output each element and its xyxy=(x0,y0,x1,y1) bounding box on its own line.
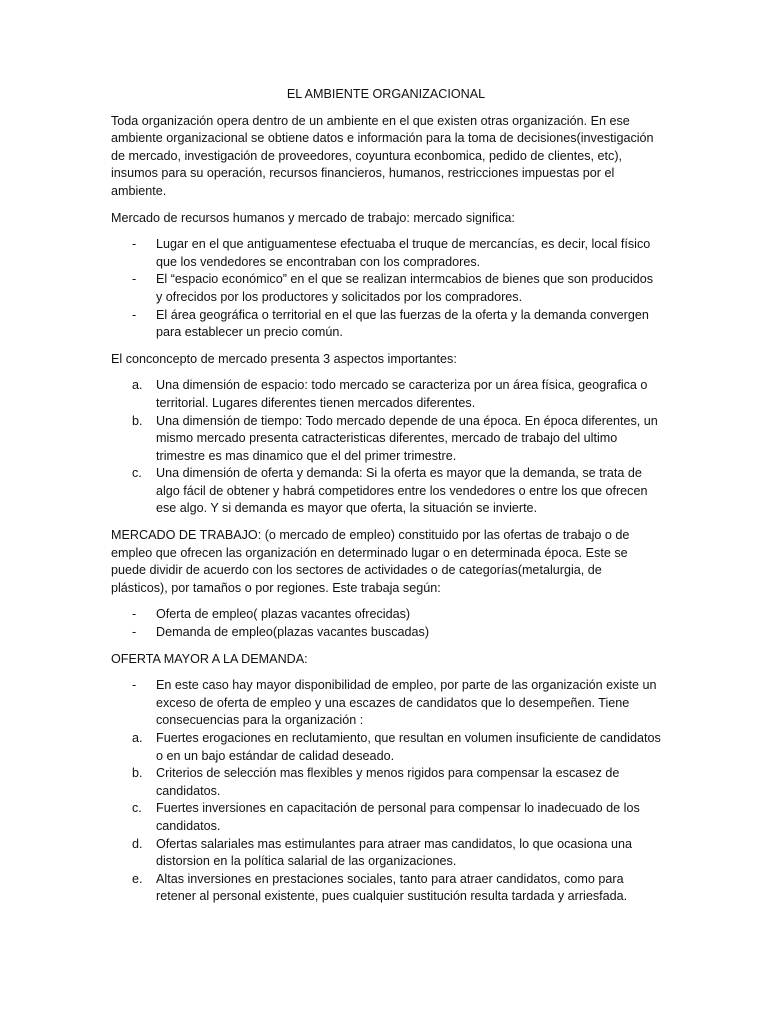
list-marker: c. xyxy=(132,801,142,816)
list-item xyxy=(111,677,661,730)
aspects-list xyxy=(111,377,661,518)
list-item-text: Altas inversiones en prestaciones sociales, tanto para atraer candidatos, como para retener al personal existente, pues cualquier sustitución resulta tardada y arriesfada. xyxy=(156,871,628,904)
list-item-text: Ofertas salariales mas estimulantes para atraer mas candidatos, lo que ocasiona una distorsion en la política salarial de las organizaciones. xyxy=(156,836,633,869)
document-page xyxy=(111,86,661,915)
list-item xyxy=(111,606,661,624)
list-item-text: Fuertes inversiones en capacitación de personal para compensar lo inadecuado de los candidatos. xyxy=(156,801,640,833)
list-item xyxy=(111,413,661,466)
list-item-text: Una dimensión de tiempo: Todo mercado depende de una época. En época diferentes, un mismo mercado presenta catracteristicas diferentes, mercado de trabajo del ultimo trimestre es mas dinamico que el del primer trimestre. xyxy=(156,413,658,463)
list-marker: - xyxy=(132,307,137,322)
list-marker: d. xyxy=(132,836,143,851)
list-item xyxy=(111,307,661,342)
aspects-heading: El conconcepto de mercado presenta 3 aspectos importantes: xyxy=(111,351,457,366)
document-title: EL AMBIENTE ORGANIZACIONAL xyxy=(286,87,486,101)
list-marker: a. xyxy=(132,378,143,393)
list-marker: b. xyxy=(132,413,143,428)
list-item xyxy=(111,836,661,871)
list-item-text: Criterios de selección mas flexibles y menos rigidos para compensar la escasez de candidatos. xyxy=(156,766,620,798)
list-item-text: Demanda de empleo(plazas vacantes buscadas) xyxy=(156,625,430,640)
list-item-text: En este caso hay mayor disponibilidad de empleo, por parte de las organización existe un exceso de oferta de empleo y una escazes de candidatos que lo desempeñen. Tiene consecuencias para la organización : xyxy=(156,678,657,728)
market-definitions-list xyxy=(111,236,661,342)
supply-items-list xyxy=(111,677,661,906)
list-marker: - xyxy=(132,625,137,640)
list-item-text: El “espacio económico” en el que se realizan intermcabios de bienes que son producidos y ofrecidos por los productores y solicitados por los compradores. xyxy=(156,272,654,304)
list-item xyxy=(111,465,661,518)
list-item-text: Una dimensión de espacio: todo mercado se caracteriza por un área física, geografica o territorial. Lugares diferentes tienen mercados diferentes. xyxy=(156,378,648,410)
labor-market-paragraph: MERCADO DE TRABAJO: (o mercado de empleo) constituido por las ofertas de trabajo o de empleo que ofrecen las organización en determinado lugar o en determinada época. Este se puede dividir de acuerdo con los sectores de actividades o de categorías(metalurgia, de plásticos), por tamaños o por regiones. Este trabaja según: xyxy=(111,528,630,595)
list-marker: - xyxy=(132,678,137,693)
list-item xyxy=(111,624,661,642)
intro-paragraph: Toda organización opera dentro de un ambiente en el que existen otras organización. En ese ambiente organizacional se obtiene datos e información para la toma de decisiones(investigación de mercado, investigación de proveedores, coyuntura econbomica, pedido de clientes, etc), insumos para su operación, recursos financieros, humanos, restricciones impuestas por el ambiente. xyxy=(111,113,654,198)
list-marker: a. xyxy=(132,731,143,745)
list-item xyxy=(111,271,661,306)
list-item xyxy=(111,730,661,765)
list-item xyxy=(111,800,661,835)
list-marker: - xyxy=(132,272,137,287)
list-item xyxy=(111,765,661,800)
list-item xyxy=(111,871,661,906)
list-item xyxy=(111,236,661,271)
labor-items-list xyxy=(111,606,661,641)
supply-heading: OFERTA MAYOR A LA DEMANDA: xyxy=(111,651,308,666)
list-item-text: Fuertes erogaciones en reclutamiento, que resultan en volumen insuficiente de candidatos o en un bajo estándar de calidad deseado. xyxy=(156,731,661,763)
list-item xyxy=(111,377,661,412)
list-marker: c. xyxy=(132,466,142,481)
list-item-text: Oferta de empleo( plazas vacantes ofrecidas) xyxy=(156,607,411,622)
list-marker: b. xyxy=(132,766,143,781)
list-item-text: El área geográfica o territorial en el que las fuerzas de la oferta y la demanda convergen para establecer un precio común. xyxy=(156,307,649,340)
market-heading: Mercado de recursos humanos y mercado de trabajo: mercado significa: xyxy=(111,210,515,225)
list-item-text: Una dimensión de oferta y demanda: Si la oferta es mayor que la demanda, se trata de algo fácil de obtener y habrá competidores entre los vendedores o entre los que ofrecen ese algo. Y si demanda es mayor que oferta, la situación se invierte. xyxy=(156,466,648,516)
list-marker: - xyxy=(132,607,137,622)
list-marker: - xyxy=(132,237,137,252)
list-marker: e. xyxy=(132,871,143,886)
list-item-text: Lugar en el que antiguamentese efectuaba el truque de mercancías, es decir, local físico que los vendedores se encontraban con los compradores. xyxy=(156,237,651,269)
